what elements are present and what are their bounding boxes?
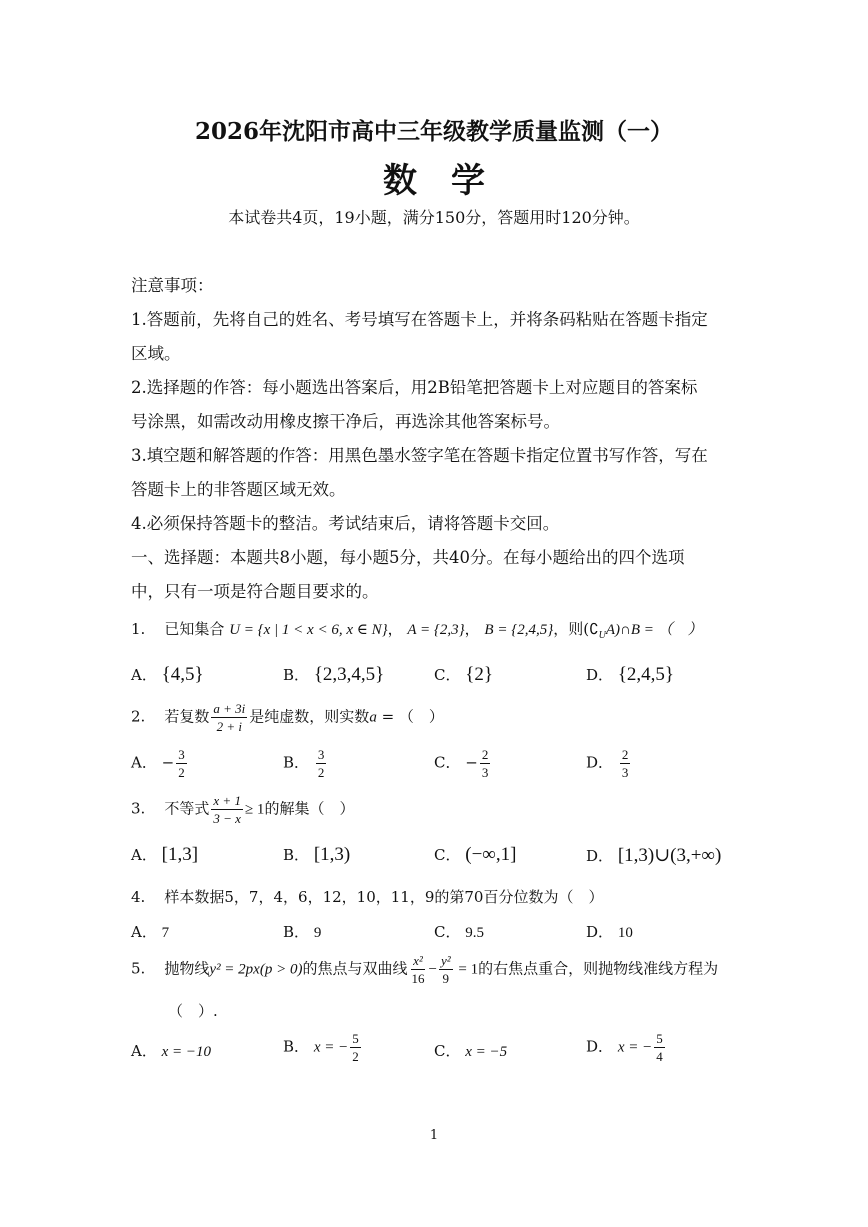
- exam-info: 本试卷共4页，19小题，满分150分，答题用时120分钟。: [228, 208, 640, 227]
- note-line: 1.答题前，先将自己的姓名、考号填写在答题卡上，并将条码粘贴在答题卡指定: [131, 310, 708, 329]
- option-c: C． (−∞,1]: [434, 844, 517, 865]
- set-b: B = {2,4,5}: [484, 622, 554, 638]
- option-b: B． 9: [283, 923, 322, 941]
- subject-title: 数学: [383, 161, 519, 201]
- fraction: $\frac{a + 3i}{2 + i}$: [213, 701, 246, 734]
- notes-heading: 注意事项：: [131, 276, 214, 295]
- question-5: 5. 抛物线y² = 2px(p > 0)的焦点与双曲线 $\frac{\text{x²}}{16}$ − $\frac{\text{y²}}{9}$ = 1的右焦点重合，则抛物线准线方程为: [131, 953, 719, 986]
- option-a: A． − $\frac{3}{2}$: [131, 747, 185, 780]
- question-5-continuation: （ ）.: [168, 1002, 218, 1020]
- option-a: A． [1,3]: [131, 844, 199, 865]
- option-c: C． {2}: [434, 664, 494, 685]
- question-number: 1.: [131, 620, 146, 638]
- question-number: 2.: [131, 707, 146, 726]
- option-b: B． [1,3): [283, 844, 351, 865]
- option-b: B． x = − $\frac{5}{2}$: [283, 1031, 359, 1064]
- option-c: C． 9.5: [434, 923, 485, 941]
- question-number: 5.: [131, 959, 146, 978]
- option-d: D． $\frac{2}{3}$: [586, 747, 629, 780]
- option-c: C． − $\frac{2}{3}$: [434, 747, 489, 780]
- set-a: A = {2,3}: [407, 622, 465, 638]
- note-line: 号涂黑，如需改动用橡皮擦干净后，再选涂其他答案标号。: [131, 412, 560, 431]
- question-1: 1. 已知集合 U = {x | 1 < x < 6, x ∈ N}， A = {2,3}， B = {2,4,5}，则$(∁_UA)\cap B$ = （ ）: [131, 620, 703, 641]
- option-d: D． x = − $\frac{5}{4}$: [586, 1031, 663, 1064]
- option-b: B． $\frac{3}{2}$: [283, 747, 325, 780]
- note-line: 区域。: [131, 344, 181, 363]
- option-d: D． {2,4,5}: [586, 664, 675, 685]
- option-a: A． x = −10: [131, 1042, 212, 1060]
- option-d: D． [1,3)∪(3,+∞): [586, 845, 722, 866]
- section-heading: 中，只有一项是符合题目要求的。: [131, 582, 379, 601]
- section-heading: 一、选择题：本题共8小题，每小题5分，共40分。在每小题给出的四个选项: [131, 548, 685, 567]
- option-a: A． {4,5}: [131, 664, 204, 685]
- note-line: 2.选择题的作答：每小题选出答案后，用2B铅笔把答题卡上对应题目的答案标: [131, 378, 698, 397]
- option-c: C． x = −5: [434, 1042, 508, 1060]
- option-a: A． 7: [131, 923, 170, 941]
- page-number: 1: [429, 1128, 439, 1143]
- note-line: 答题卡上的非答题区域无效。: [131, 480, 346, 499]
- note-line: 4.必须保持答题卡的整洁。考试结束后，请将答题卡交回。: [131, 514, 560, 533]
- question-3: 3. 不等式 $\frac{x + 1}{3 - x}$ ≥ 1的解集（ ）: [131, 793, 355, 826]
- question-number: 3.: [131, 799, 146, 818]
- exam-title: 2026年沈阳市高中三年级教学质量监测（一）: [194, 118, 673, 145]
- set-u: U = {x | 1 < x < 6, x ∈ N}: [229, 622, 388, 638]
- note-line: 3.填空题和解答题的作答：用黑色墨水签字笔在答题卡指定位置书写作答，写在: [131, 446, 708, 465]
- question-4: 4. 样本数据5，7，4，6，12，10，11，9的第70百分位数为（ ）: [131, 888, 604, 906]
- option-d: D． 10: [586, 923, 633, 941]
- question-2: 2. 若复数 $\frac{a + 3i}{2 + i}$ 是纯虚数，则实数a = （ ）: [131, 701, 444, 734]
- question-number: 4.: [131, 888, 146, 906]
- fraction: $\frac{x + 1}{3 - x}$: [213, 793, 241, 826]
- option-b: B． {2,3,4,5}: [283, 664, 385, 685]
